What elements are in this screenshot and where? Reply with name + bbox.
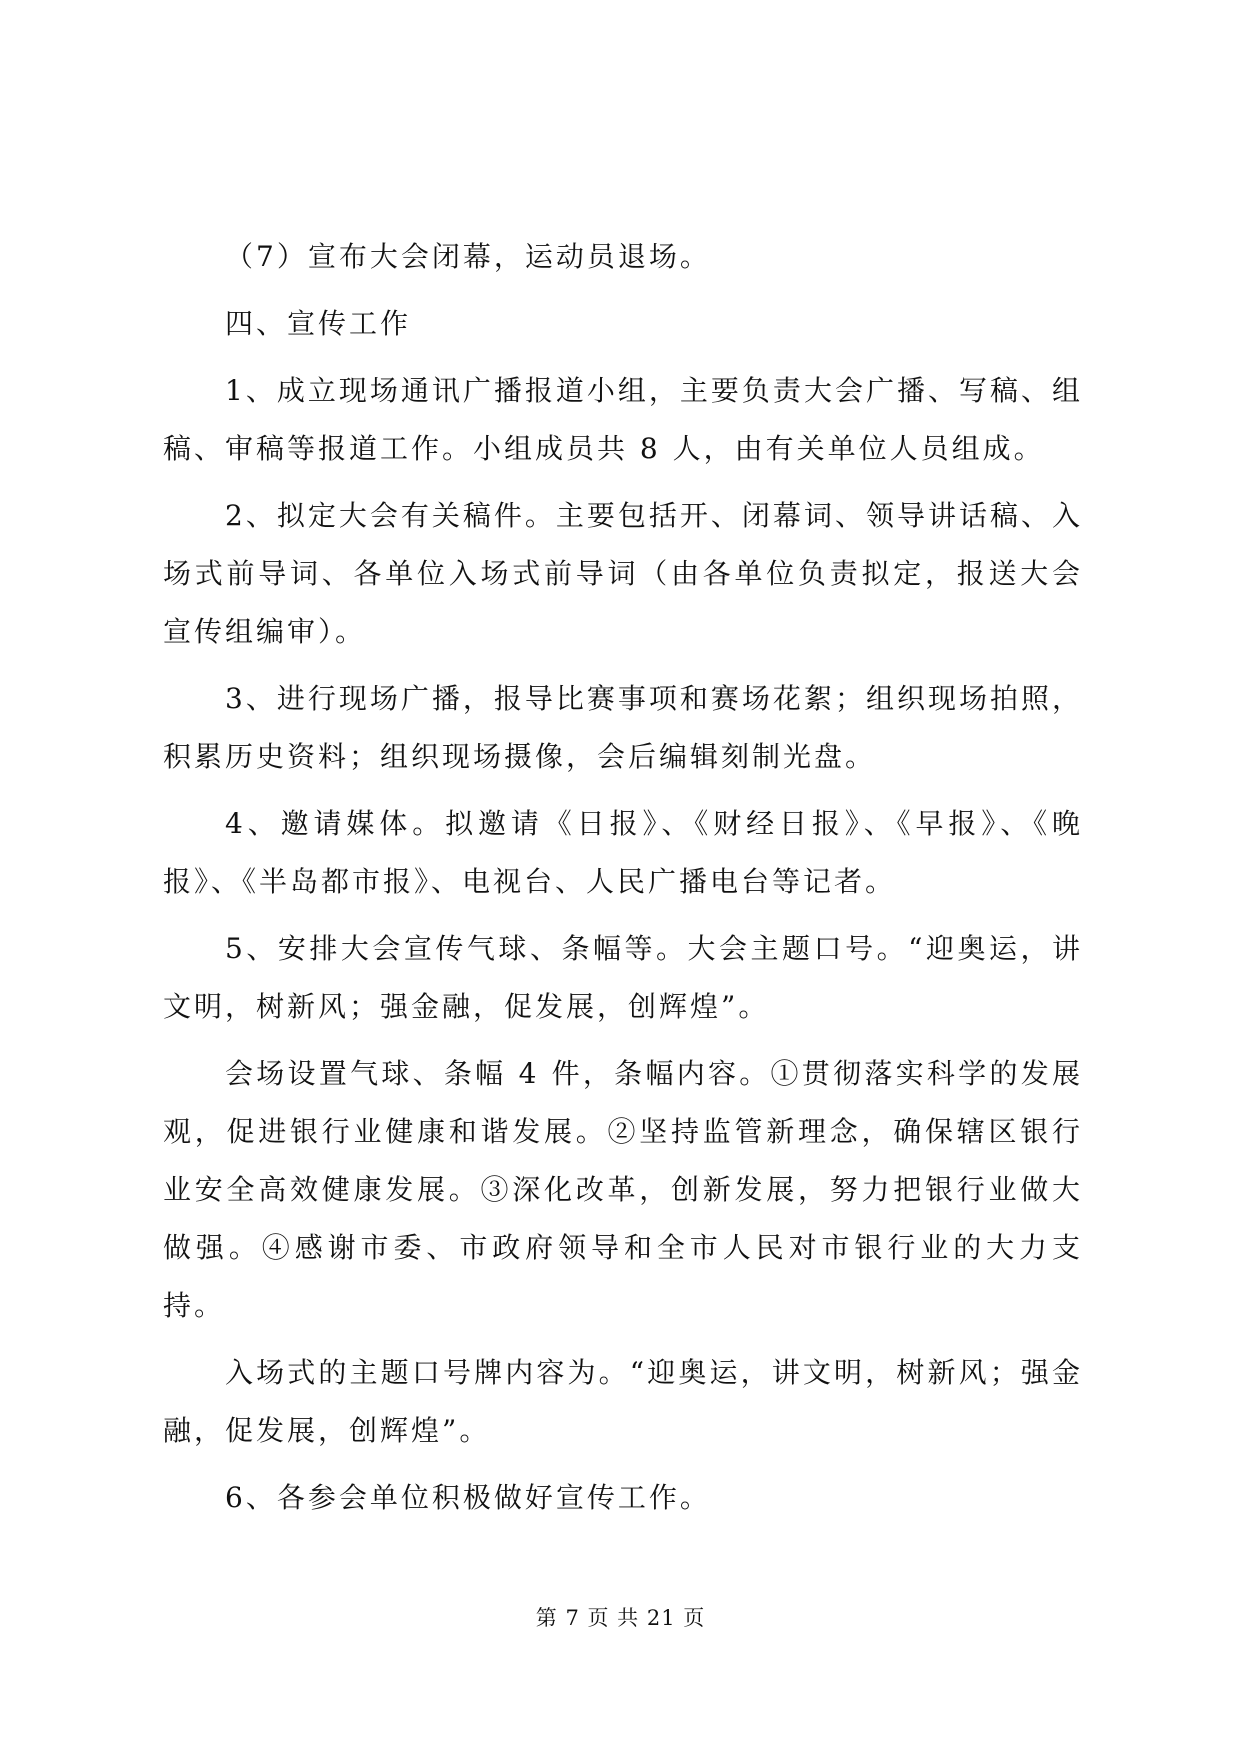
paragraph-closing-ceremony: （7）宣布大会闭幕，运动员退场。 [225,240,711,273]
paragraph-drafting-manuscripts: 2、拟定大会有关稿件。主要包括开、闭幕词、领导讲话稿、入场式前导词、各单位入场式前导词（由各单位负责拟定，报送大会宣传组编审）。 [163,499,1083,648]
paragraph-entrance-slogan: 入场式的主题口号牌内容为。“迎奥运，讲文明，树新风；强金融，促发展，创辉煌”。 [163,1356,1083,1447]
page-number-footer: 第 7 页 共 21 页 [535,1606,706,1630]
section-heading-publicity: 四、宣传工作 [225,307,412,340]
paragraph-invite-media: 4、邀请媒体。拟邀请《日报》、《财经日报》、《早报》、《晚报》、《半岛都市报》、电视台、人民广播电台等记者。 [163,807,1083,898]
paragraph-broadcast-team: 1、成立现场通讯广播报道小组，主要负责大会广播、写稿、组稿、审稿等报道工作。小组成员共 8 人，由有关单位人员组成。 [163,374,1083,465]
paragraph-live-broadcast: 3、进行现场广播，报导比赛事项和赛场花絮；组织现场拍照，积累历史资料；组织现场摄像，会后编辑刻制光盘。 [163,682,1083,773]
document-body [163,228,1083,1527]
paragraph-units-publicity: 6、各参会单位积极做好宣传工作。 [225,1481,711,1514]
paragraph-balloons-banners: 5、安排大会宣传气球、条幅等。大会主题口号。“迎奥运，讲文明，树新风；强金融，促发展，创辉煌”。 [163,932,1083,1023]
paragraph-banner-content: 会场设置气球、条幅 4 件，条幅内容。①贯彻落实科学的发展观，促进银行业健康和谐发展。②坚持监管新理念，确保辖区银行业安全高效健康发展。③深化改革，创新发展，努力把银行业做大做强。④感谢市委、市政府领导和全市人民对市银行业的大力支持。 [163,1057,1083,1322]
